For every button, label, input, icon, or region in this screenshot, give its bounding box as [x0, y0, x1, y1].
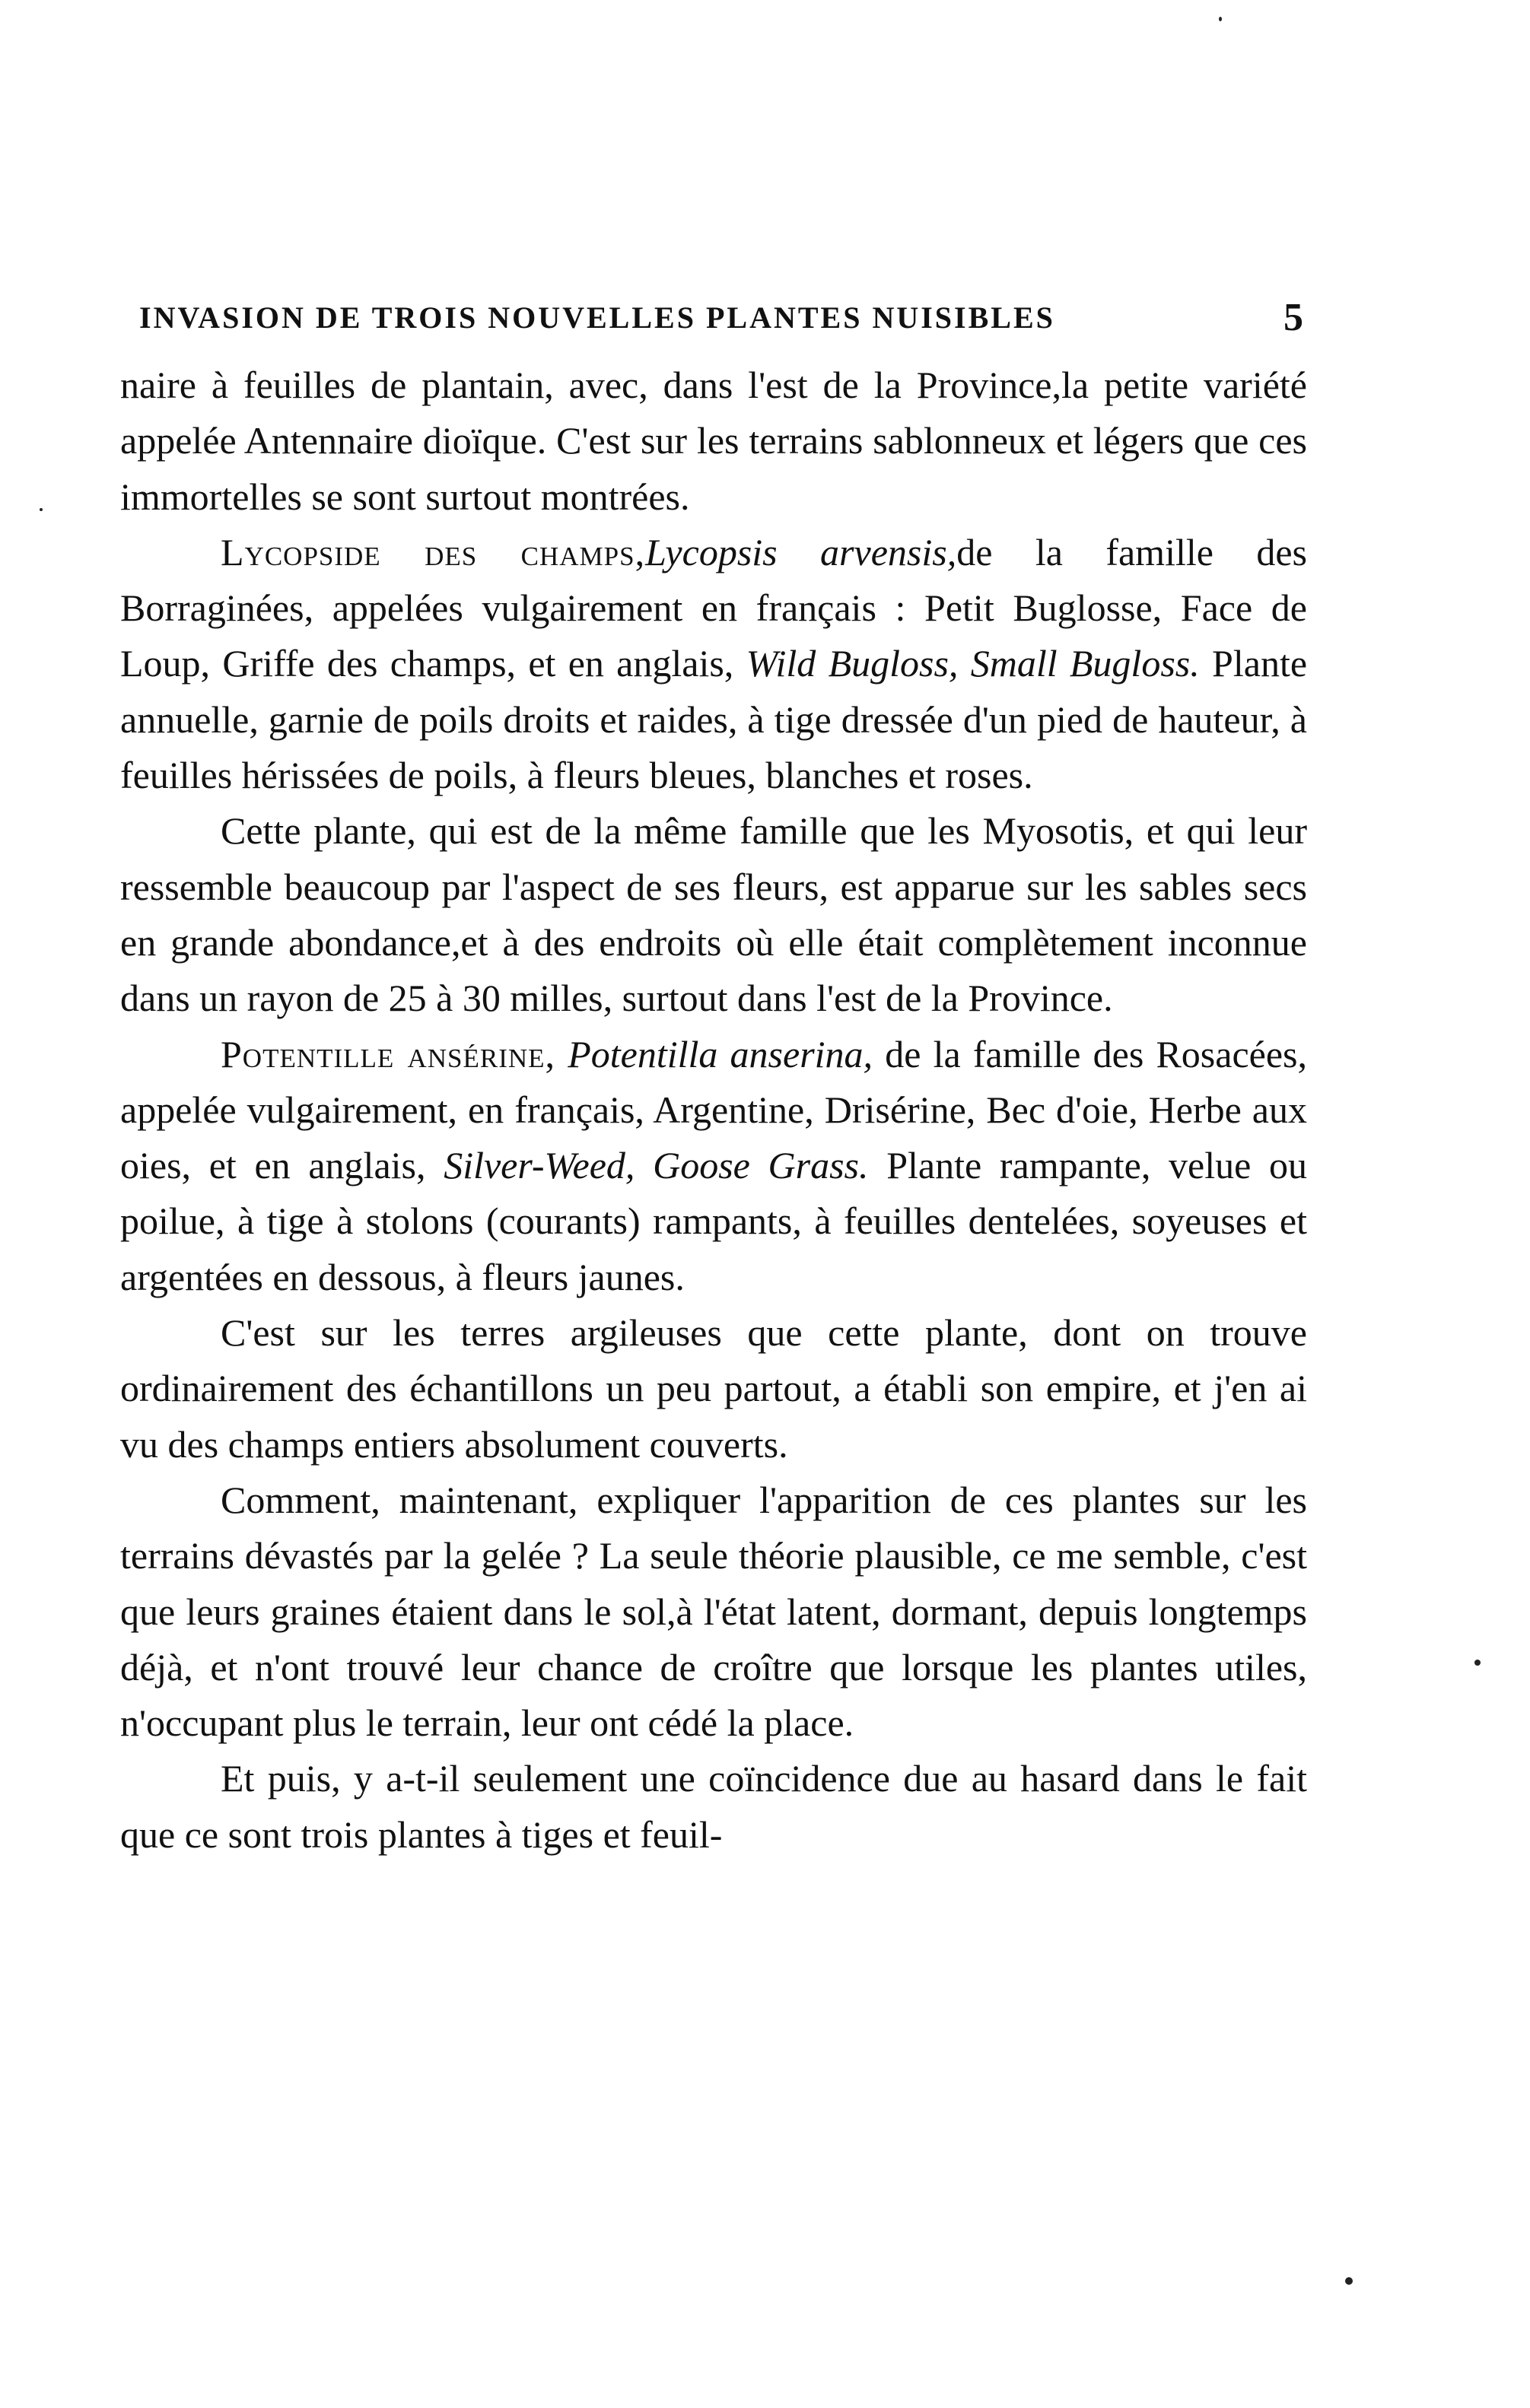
- latin-name-lycopsis: Lycopsis arvensis,: [645, 530, 957, 573]
- paragraph-text: de la famille des Rosacées, appelée vulgairement, en français, Argentine, Drisérine, Bec d'oie, Herbe aux oies, et en anglais,: [120, 1032, 1307, 1187]
- paragraph-myosotis: Cette plante, qui est de la même famille que les Myosotis, et qui leur ressemble beaucoup par l'aspect de ses fleurs, est apparue sur les sables secs en grande abondance,et à des endroits où elle était complètement inconnue dans un rayon de 25 à 30 milles, surtout dans l'est de la Province.: [120, 809, 1307, 1020]
- paragraph-theorie: Comment, maintenant, expliquer l'apparition de ces plantes sur les terrains dévastés par la gelée ? La seule théorie plausible, ce me semble, c'est que leurs graines étaient dans le sol,à l'état latent, dormant, depuis longtemps déjà, et n'ont trouvé leur chance de croître que lorsque les plantes utiles, n'occupant plus le terrain, leur ont cédé la place.: [120, 1478, 1307, 1745]
- body-text: [120, 357, 1307, 1863]
- print-speck: [1474, 1660, 1481, 1666]
- english-names-silverweed: Silver-Weed, Goose Grass.: [444, 1144, 869, 1187]
- paragraph-coincidence: Et puis, y a-t-il seulement une coïncidence due au hasard dans le fait que ce sont trois plantes à tiges et feuil-: [120, 1757, 1307, 1856]
- print-speck: [40, 508, 43, 511]
- page-header: [139, 295, 1303, 348]
- plant-name-lycopside: Lycopside des champs,: [221, 530, 646, 573]
- latin-name-potentilla: Potentilla anserina,: [568, 1032, 873, 1075]
- plant-name-potentille: Potentille ansérine,: [221, 1032, 556, 1075]
- paragraph-lycopside: [120, 525, 1307, 803]
- paragraph-argileuses: C'est sur les terres argileuses que cette plante, dont on trouve ordinairement des échantillons un peu partout, a établi son empire, et j'en ai vu des champs entiers absolument couverts.: [120, 1311, 1307, 1466]
- print-speck: [1219, 17, 1222, 21]
- paragraph-text: Plante annuelle, garnie de poils droits et raides, à tige dressée d'un pied de hauteur, à feuilles hérissées de poils, à fleurs bleues, blanches et roses.: [120, 642, 1308, 797]
- paragraph-potentille: [120, 1027, 1307, 1305]
- paragraph-text: Plante rampante, velue ou poilue, à tige à stolons (courants) rampants, à feuilles dentelées, soyeuses et argentées en dessous, à fleurs jaunes.: [120, 1144, 1308, 1298]
- paragraph-continued: naire à feuilles de plantain, avec, dans l'est de la Province,la petite variété appelée Antennaire dioïque. C'est sur les terrains sablonneux et légers que ces immortelles se sont surtout montrées.: [120, 364, 1307, 518]
- paragraph-text: de la famille des Borraginées, appelées vulgairement en français : Petit Buglosse, Face de Loup, Griffe des champs, et en anglais,: [120, 530, 1308, 685]
- page-number: 5: [1283, 296, 1303, 339]
- english-names-bugloss: Wild Bugloss, Small Bugloss.: [746, 642, 1200, 685]
- running-title: INVASION DE TROIS NOUVELLES PLANTES NUISIBLES: [139, 300, 1055, 335]
- print-speck: [1345, 2277, 1353, 2285]
